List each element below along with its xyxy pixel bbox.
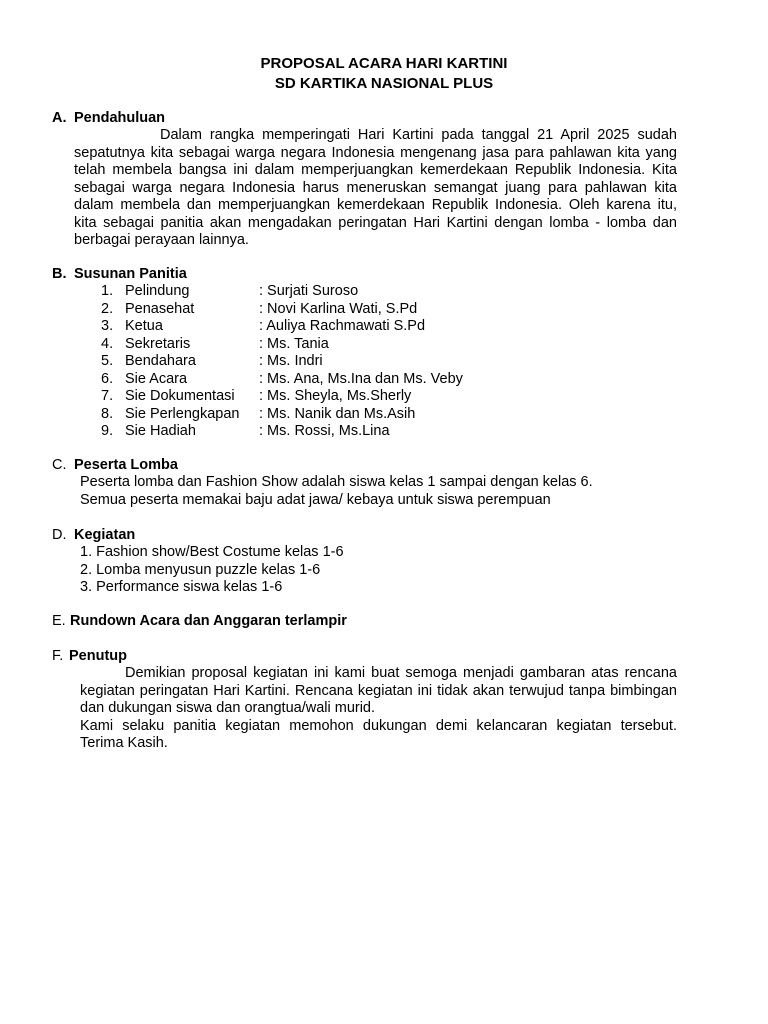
- activity-item: 2. Lomba menyusun puzzle kelas 1-6: [80, 561, 321, 578]
- committee-number: 5.: [101, 353, 114, 369]
- committee-number: 7.: [101, 388, 114, 404]
- section-c-line-2: Semua peserta memakai baju adat jawa/ kebaya untuk siswa perempuan: [80, 491, 551, 508]
- committee-role: Sie Perlengkapan: [125, 405, 240, 422]
- committee-role: Sie Acara: [125, 370, 188, 387]
- committee-row: [101, 405, 416, 424]
- section-e-heading: [52, 613, 347, 629]
- committee-name: : Ms. Nanik dan Ms.Asih: [259, 405, 416, 422]
- committee-name: : Ms. Rossi, Ms.Lina: [259, 423, 390, 439]
- committee-role: Sie Dokumentasi: [125, 388, 235, 404]
- committee-row: [101, 423, 390, 441]
- section-d-letter: D.: [52, 527, 67, 543]
- section-b-letter: B.: [52, 266, 67, 282]
- committee-name: : Ms. Tania: [259, 335, 329, 352]
- section-c-letter: C.: [52, 457, 67, 473]
- committee-role: Sie Hadiah: [125, 423, 196, 439]
- committee-name: : Novi Karlina Wati, S.Pd: [259, 300, 418, 317]
- section-b-title: Susunan Panitia: [74, 266, 187, 282]
- document-title: PROPOSAL ACARA HARI KARTINI: [260, 55, 508, 72]
- committee-number: 4.: [101, 335, 114, 352]
- section-f-heading: [52, 648, 127, 664]
- committee-number: 2.: [101, 300, 114, 317]
- section-d-title: Kegiatan: [74, 527, 136, 543]
- activity-item: 3. Performance siswa kelas 1-6: [80, 579, 283, 595]
- section-f-letter: F.: [52, 648, 64, 664]
- section-c-title: Peserta Lomba: [74, 457, 178, 473]
- section-a-heading: [52, 110, 165, 126]
- section-a-paragraph: Dalam rangka memperingati Hari Kartini pada tanggal 21 April 2025 sudah sepatutnya kita sebagai warga negara Indonesia mengenang jasa para pahlawan kita yang telah membela bangsa ini dalam memperjuangkan kemerdekaan Republik Indonesia. Kita sebagai warga negara Indonesia harus meneruskan semangat juang para pahlawan kita dalam membela dan memperjuangkan kemerdekaan Republik Indonesia. Oleh karena itu, kita sebagai panitia akan mengadakan peringatan Hari Kartini dengan lomba - lomba dan berbagai perayaan lainnya.: [74, 127, 677, 248]
- committee-name: : Ms. Sheyla, Ms.Sherly: [259, 388, 412, 404]
- committee-number: 3.: [101, 318, 114, 334]
- committee-row: [101, 335, 329, 354]
- committee-name: : Ms. Ana, Ms.Ina dan Ms. Veby: [259, 370, 463, 387]
- document-subtitle: SD KARTIKA NASIONAL PLUS: [274, 75, 494, 92]
- committee-name: : Ms. Indri: [259, 353, 323, 369]
- activity-item: 1. Fashion show/Best Costume kelas 1-6: [80, 544, 344, 560]
- section-e-title: Rundown Acara dan Anggaran terlampir: [70, 613, 347, 629]
- committee-role: Pelindung: [125, 283, 190, 299]
- committee-number: 6.: [101, 370, 114, 387]
- section-f-paragraph-2: Kami selaku panitia kegiatan memohon dukungan demi kelancaran kegiatan tersebut.: [80, 717, 677, 734]
- section-a-title: Pendahuluan: [74, 110, 166, 126]
- section-e-letter: E.: [52, 613, 66, 629]
- section-a-letter: A.: [52, 110, 67, 126]
- section-f-title: Penutup: [69, 648, 127, 664]
- section-c-heading: [52, 457, 178, 473]
- committee-number: 8.: [101, 405, 114, 422]
- section-f-paragraph-1: Demikian proposal kegiatan ini kami buat semoga menjadi gambaran atas rencana kegiatan peringatan Hari Kartini. Rencana kegiatan ini tidak akan terwujud tanpa bimbingan dan dukungan siswa dan orangtua/wali murid.: [80, 665, 677, 716]
- section-d-heading: [52, 527, 135, 543]
- committee-role: Penasehat: [125, 300, 195, 317]
- committee-role: Sekretaris: [125, 335, 191, 352]
- committee-role: Ketua: [125, 318, 163, 334]
- section-c-line-1: Peserta lomba dan Fashion Show adalah siswa kelas 1 sampai dengan kelas 6.: [80, 474, 593, 490]
- closing-text: Terima Kasih.: [80, 735, 168, 751]
- committee-row: [101, 388, 412, 406]
- committee-row: [101, 353, 323, 371]
- committee-name: : Surjati Suroso: [259, 283, 359, 299]
- committee-role: Bendahara: [125, 353, 196, 369]
- committee-row: [101, 318, 426, 336]
- committee-number: 9.: [101, 423, 114, 439]
- committee-row: [101, 283, 359, 301]
- committee-row: [101, 300, 418, 319]
- committee-number: 1.: [101, 283, 114, 299]
- committee-row: [101, 370, 463, 389]
- section-b-heading: [52, 266, 187, 282]
- committee-name: : Auliya Rachmawati S.Pd: [259, 318, 426, 334]
